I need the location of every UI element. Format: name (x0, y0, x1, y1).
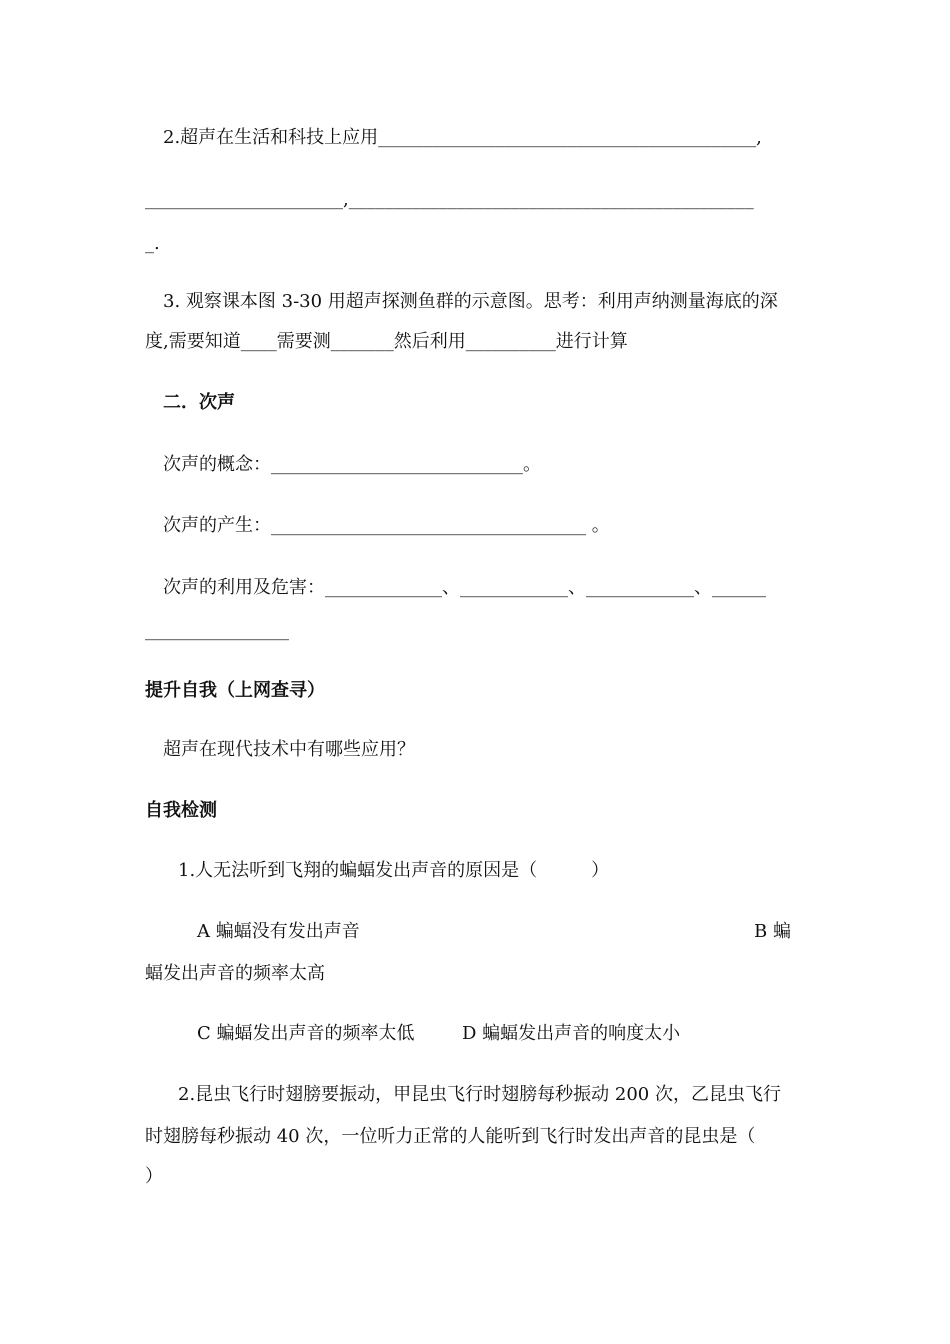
ultrasound-application-question-line3: _. (145, 233, 160, 254)
sonar-question-line2: 度,需要知道____需要测_______然后利用__________进行计算 (145, 331, 628, 352)
selftest-question-2-line2: 时翅膀每秒振动 40 次，一位听力正常的人能听到飞行时发出声音的昆虫是（ (145, 1126, 756, 1147)
infrasound-origin: 次声的产生：___________________________________ 。 (163, 515, 610, 536)
infrasound-heading: 二．次声 (163, 392, 235, 413)
infrasound-use-line1: 次声的利用及危害：_____________、____________、____________、______ (163, 577, 766, 598)
option-c: C 蝙蝠发出声音的频率太低 (197, 1023, 415, 1044)
improve-question: 超声在现代技术中有哪些应用？ (163, 739, 415, 760)
option-a: A 蝙蝠没有发出声音 (197, 921, 360, 942)
selftest-heading: 自我检测 (145, 800, 217, 821)
infrasound-use-line2: ________________ (145, 620, 289, 641)
option-d: D 蝙蝠发出声音的响度太小 (462, 1023, 681, 1044)
option-b-tail: 蝠发出声音的频率太高 (145, 963, 325, 984)
selftest-question-1: 1.人无法听到飞翔的蝙蝠发出声音的原因是（ ） (178, 860, 610, 881)
infrasound-concept: 次声的概念：____________________________。 (163, 454, 541, 475)
option-b-head: B 蝙 (754, 921, 791, 942)
selftest-question-2-line1: 2.昆虫飞行时翅膀要振动，甲昆虫飞行时翅膀每秒振动 200 次，乙昆虫飞行 (178, 1084, 781, 1105)
improve-heading: 提升自我（上网查寻） (145, 680, 325, 701)
ultrasound-application-question-line2: ______________________,_____________________________________________ (145, 189, 754, 210)
selftest-question-2-line3: ） (145, 1166, 163, 1187)
sonar-question-line1: 3. 观察课本图 3-30 用超声探测鱼群的示意图。思考：利用声纳测量海底的深 (163, 291, 778, 312)
ultrasound-application-question-line1: 2.超声在生活和科技上应用__________________________________________, (163, 127, 762, 148)
